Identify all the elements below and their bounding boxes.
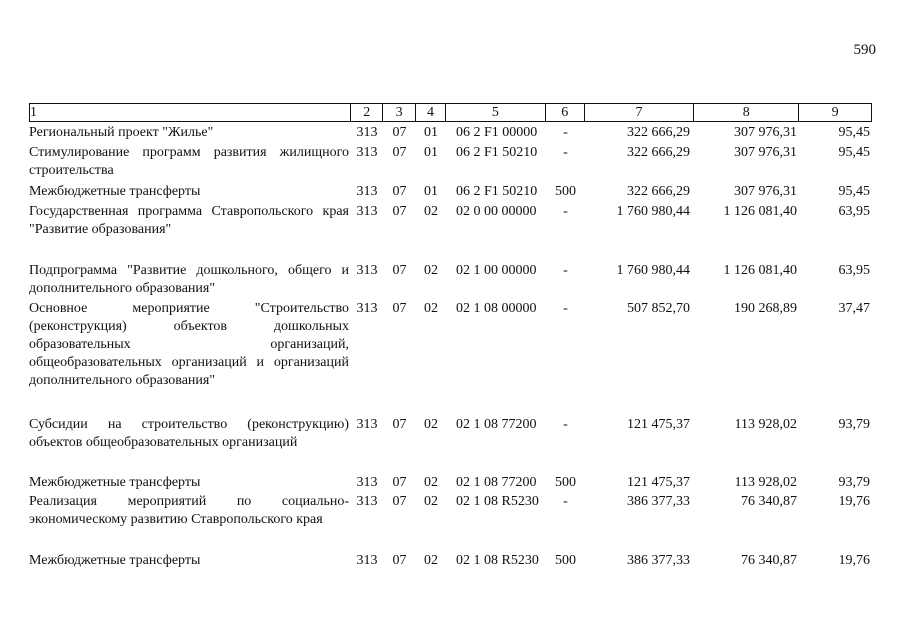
- row-col-3: 07: [392, 475, 407, 490]
- row-col-8: 1 126 081,40: [723, 263, 797, 278]
- row-col-6: -: [563, 145, 568, 160]
- row-col-6: -: [563, 263, 568, 278]
- row-col-9: 63,95: [838, 263, 870, 278]
- row-col-4: 02: [424, 494, 438, 509]
- row-col-3: 07: [392, 204, 407, 219]
- row-col-4: 02: [424, 553, 438, 568]
- row-col-5: 02 1 08 77200: [456, 475, 537, 490]
- table-row: [29, 144, 872, 180]
- row-col-6: 500: [555, 184, 576, 199]
- row-col-8: 307 976,31: [734, 145, 797, 160]
- row-name: Государственная программа Ставропольского края "Развитие образования": [29, 204, 349, 237]
- row-name: Региональный проект "Жилье": [29, 125, 214, 140]
- row-col-7: 322 666,29: [627, 145, 690, 160]
- row-col-2: 313: [356, 263, 378, 278]
- row-col-4: 02: [424, 417, 438, 432]
- row-name: Реализация мероприятий по социально-экономическому развитию Ставропольского края: [29, 494, 349, 527]
- header-col-1: 1: [30, 104, 351, 121]
- row-col-7: 1 760 980,44: [616, 263, 690, 278]
- table-row: [29, 552, 872, 570]
- row-col-5: 02 1 00 00000: [456, 263, 537, 278]
- row-col-4: 01: [424, 184, 438, 199]
- row-col-7: 121 475,37: [627, 417, 690, 432]
- row-col-2: 313: [356, 417, 378, 432]
- table-row: [29, 416, 872, 452]
- row-col-9: 93,79: [838, 417, 870, 432]
- row-col-5: 02 1 08 R5230: [456, 494, 539, 509]
- row-col-2: 313: [356, 553, 378, 568]
- row-col-3: 07: [392, 494, 407, 509]
- row-col-4: 01: [424, 125, 438, 140]
- row-col-6: 500: [555, 553, 576, 568]
- row-col-7: 1 760 980,44: [616, 204, 690, 219]
- row-col-9: 93,79: [838, 475, 870, 490]
- row-col-5: 02 1 08 77200: [456, 417, 537, 432]
- row-name: Подпрограмма "Развитие дошкольного, общего и дополнительного образования": [29, 263, 349, 296]
- row-col-9: 95,45: [838, 184, 870, 199]
- page-number: 590: [853, 42, 876, 58]
- row-name: Стимулирование программ развития жилищного строительства: [29, 145, 349, 178]
- row-col-7: 322 666,29: [627, 125, 690, 140]
- row-col-4: 02: [424, 204, 438, 219]
- table-header: [29, 103, 872, 122]
- row-col-4: 02: [424, 301, 438, 316]
- row-col-9: 19,76: [838, 494, 870, 509]
- row-col-8: 113 928,02: [734, 475, 797, 490]
- header-col-5: 5: [446, 104, 546, 121]
- row-col-2: 313: [356, 184, 378, 199]
- table-row: [29, 262, 872, 298]
- row-name: Межбюджетные трансферты: [29, 475, 201, 490]
- row-name: Основное мероприятие "Строительство (реконструкция) объектов дошкольных образовательных организаций, общеобразовательных организаций и организаций дополнительного образования": [29, 301, 349, 388]
- header-col-9: 9: [831, 105, 839, 120]
- row-col-5: 02 1 08 00000: [456, 301, 537, 316]
- row-col-3: 07: [392, 145, 407, 160]
- row-col-8: 76 340,87: [741, 494, 797, 509]
- row-col-3: 07: [392, 263, 407, 278]
- row-col-2: 313: [356, 125, 378, 140]
- row-name: Межбюджетные трансферты: [29, 553, 201, 568]
- header-col-6: 6: [546, 104, 585, 121]
- table-row: [29, 203, 872, 239]
- row-col-3: 07: [392, 417, 407, 432]
- row-col-4: 02: [424, 263, 438, 278]
- row-col-7: 386 377,33: [627, 553, 690, 568]
- table-row: [29, 183, 872, 201]
- row-col-8: 190 268,89: [734, 301, 797, 316]
- table-row: [29, 300, 872, 390]
- row-col-3: 07: [392, 125, 407, 140]
- row-col-2: 313: [356, 145, 378, 160]
- row-col-8: 1 126 081,40: [723, 204, 797, 219]
- header-col-3: 3: [383, 104, 416, 121]
- row-col-5: 02 0 00 00000: [456, 204, 537, 219]
- row-col-8: 113 928,02: [734, 417, 797, 432]
- table-row: [29, 124, 872, 142]
- row-col-9: 37,47: [838, 301, 870, 316]
- row-col-3: 07: [392, 553, 407, 568]
- row-name: Субсидии на строительство (реконструкцию) объектов общеобразовательных организаций: [29, 417, 349, 450]
- row-col-2: 313: [356, 301, 378, 316]
- row-col-6: -: [563, 204, 568, 219]
- row-col-6: -: [563, 417, 568, 432]
- row-col-9: 95,45: [838, 125, 870, 140]
- row-name: Межбюджетные трансферты: [29, 184, 201, 199]
- table-row: [29, 474, 872, 492]
- row-col-4: 01: [424, 145, 438, 160]
- header-col-7: 7: [585, 104, 695, 121]
- row-col-6: -: [563, 301, 568, 316]
- row-col-5: 06 2 F1 00000: [456, 125, 538, 140]
- row-col-6: 500: [555, 475, 576, 490]
- row-col-3: 07: [392, 301, 407, 316]
- row-col-7: 507 852,70: [627, 301, 690, 316]
- row-col-2: 313: [356, 475, 378, 490]
- row-col-6: -: [563, 125, 568, 140]
- row-col-8: 307 976,31: [734, 125, 797, 140]
- header-col-2: 2: [351, 104, 383, 121]
- row-col-7: 121 475,37: [627, 475, 690, 490]
- table-row: [29, 493, 872, 529]
- row-col-6: -: [563, 494, 568, 509]
- row-col-5: 06 2 F1 50210: [456, 145, 538, 160]
- row-col-2: 313: [356, 494, 378, 509]
- row-col-4: 02: [424, 475, 438, 490]
- row-col-9: 63,95: [838, 204, 870, 219]
- row-col-9: 19,76: [838, 553, 870, 568]
- row-col-5: 02 1 08 R5230: [456, 553, 539, 568]
- row-col-3: 07: [392, 184, 407, 199]
- row-col-8: 76 340,87: [741, 553, 797, 568]
- row-col-5: 06 2 F1 50210: [456, 184, 538, 199]
- row-col-9: 95,45: [838, 145, 870, 160]
- row-col-2: 313: [356, 204, 378, 219]
- row-col-8: 307 976,31: [734, 184, 797, 199]
- row-col-7: 322 666,29: [627, 184, 690, 199]
- header-col-4: 4: [416, 104, 446, 121]
- row-col-7: 386 377,33: [627, 494, 690, 509]
- header-col-8: 8: [694, 104, 799, 121]
